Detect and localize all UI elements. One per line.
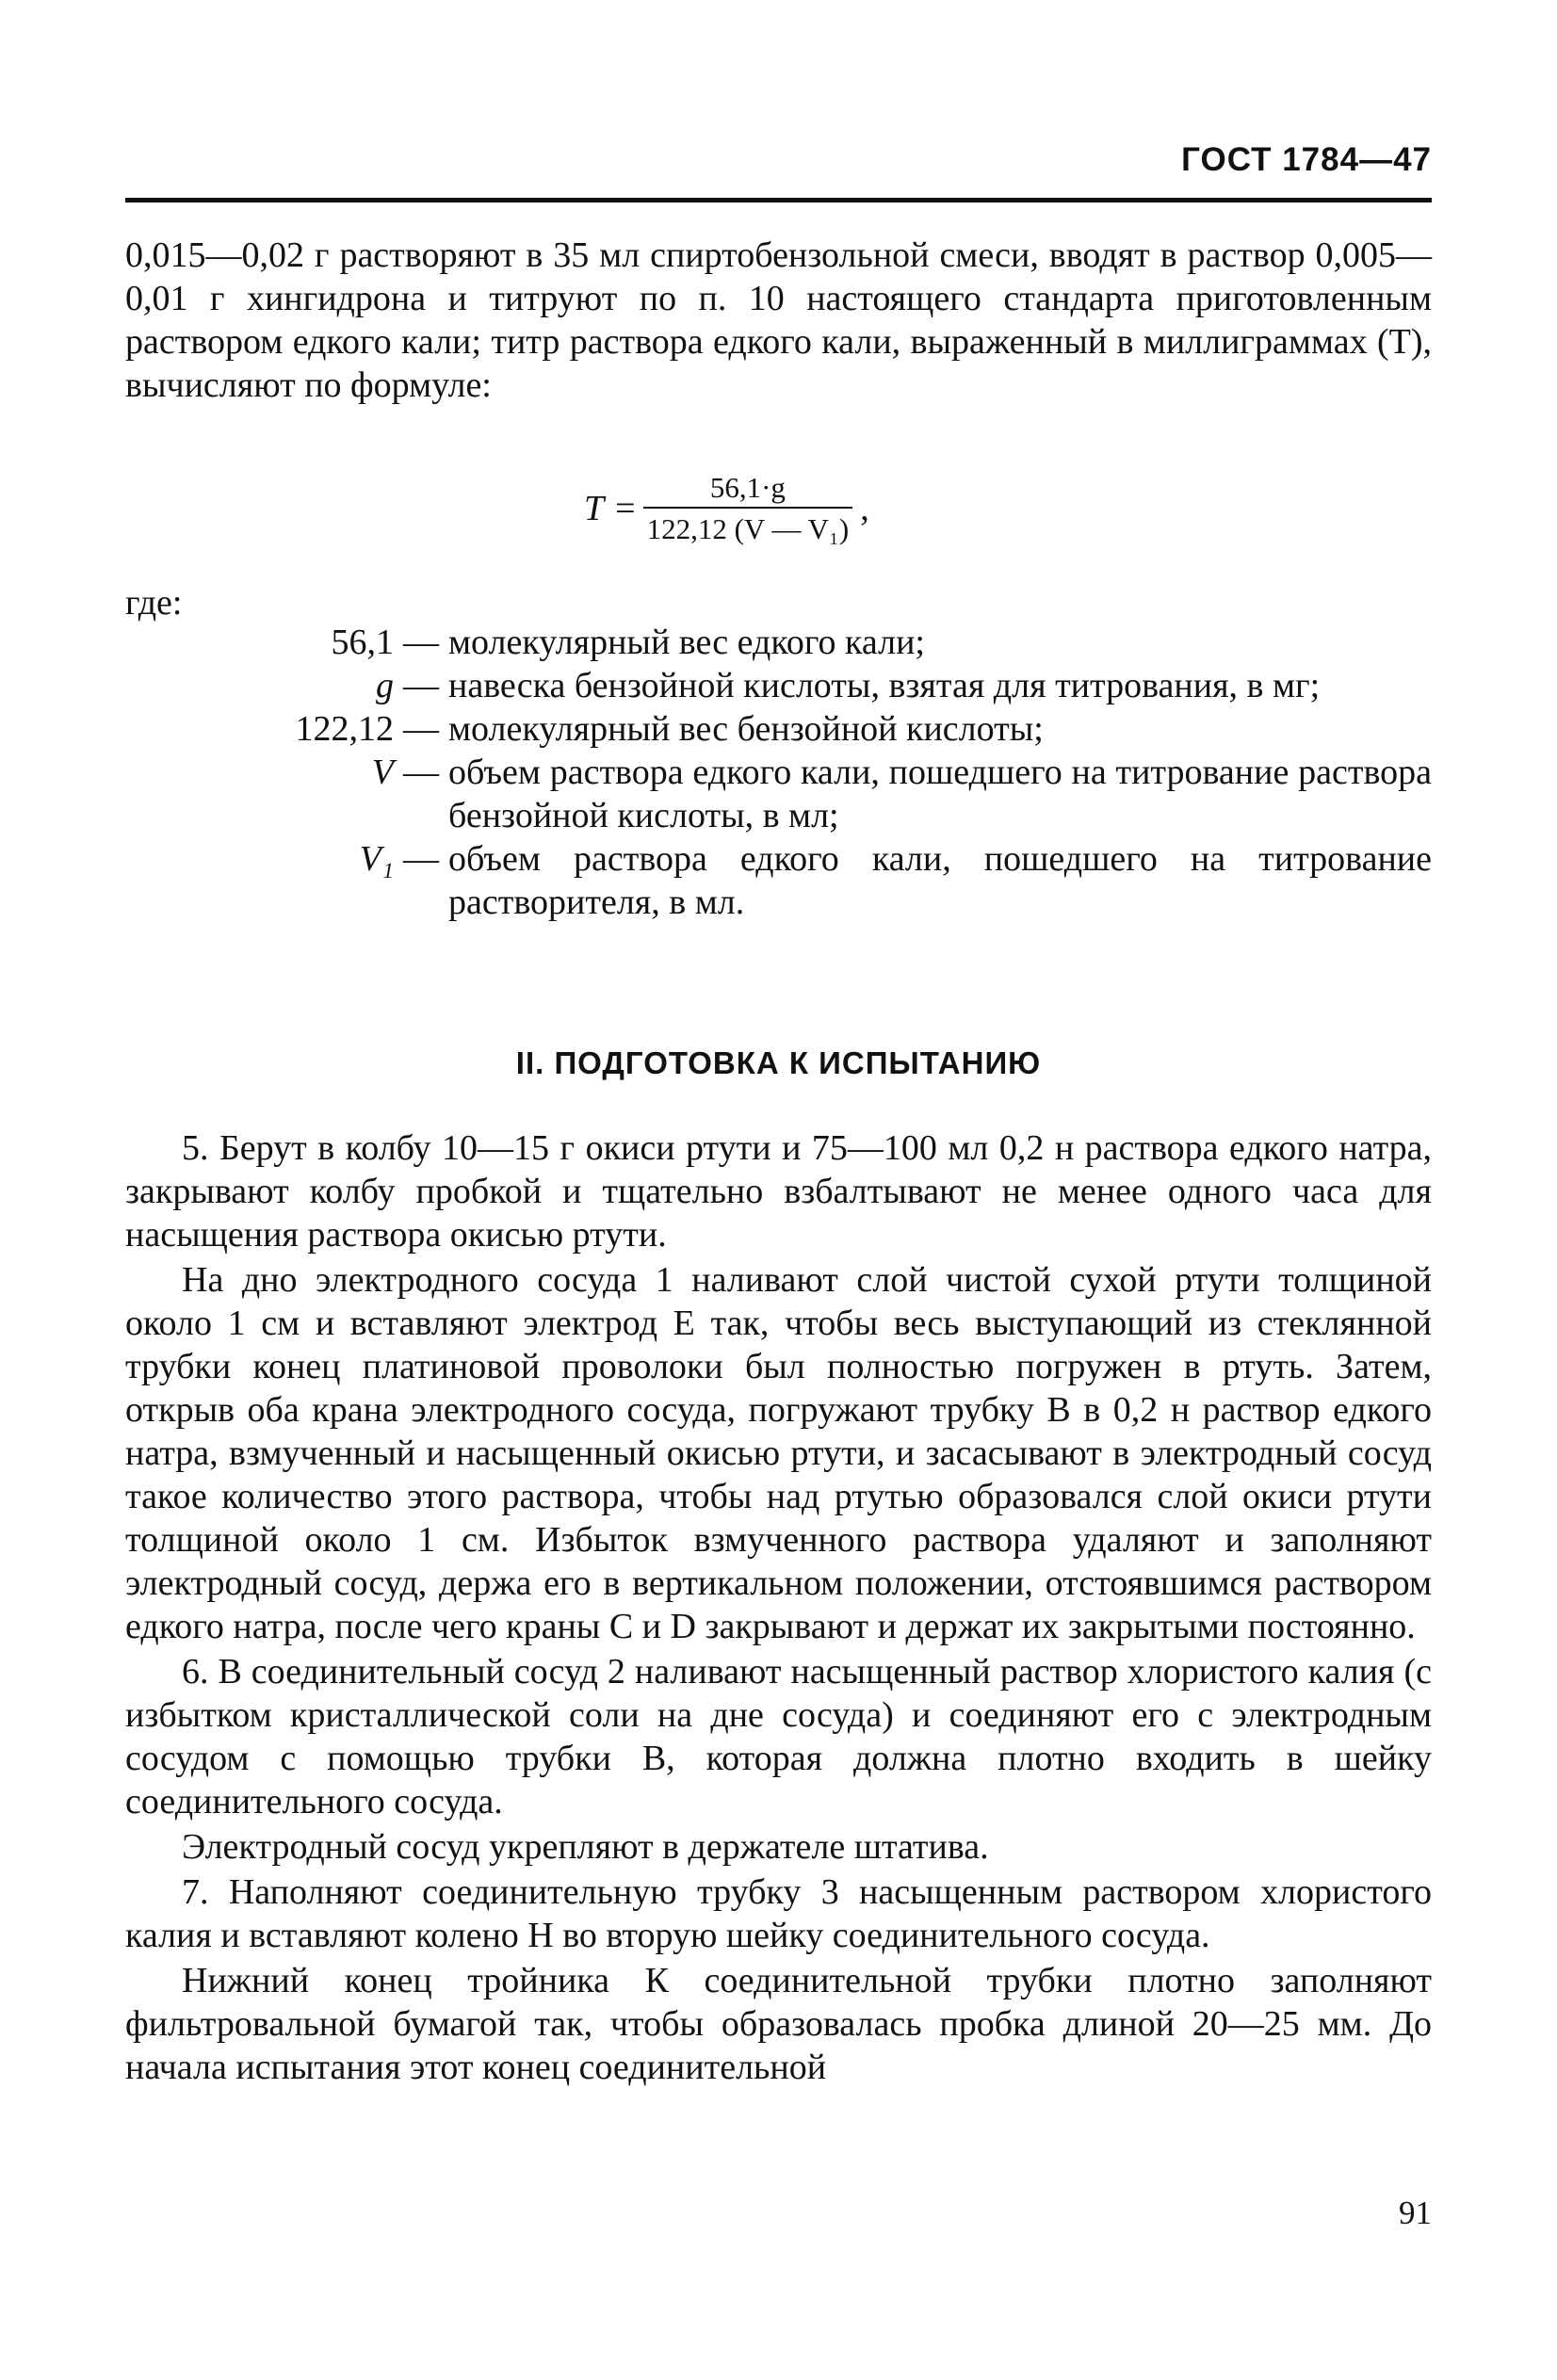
definition-dash: — [403, 623, 439, 662]
definition-symbol: 122,12 [295, 709, 394, 749]
definition-dash: — [403, 753, 439, 792]
definition-item [125, 664, 1432, 707]
definition-text: объем раствора едкого кали, пошедшего на титрование растворителя, в мл. [448, 839, 1432, 922]
paragraph-holder: Электродный сосуд укрепляют в держателе штатива. [182, 1827, 989, 1867]
paragraph-7: 7. Наполняют соединительную трубку 3 насыщенным раствором хлористого калия и вставляют колено Н во вторую шейку соединительного сосуда. [125, 1872, 1432, 1955]
formula-trailing-comma: , [860, 489, 869, 528]
definition-dash: — [403, 839, 439, 879]
definition-symbol: 56,1 [331, 623, 394, 662]
definition-item [125, 621, 1432, 664]
header-rule [125, 198, 1432, 202]
definition-dash: — [403, 709, 439, 749]
paragraph-6: 6. В соединительный сосуд 2 наливают насыщенный раствор хлористого калия (с избытком кристаллической соли на дне сосуда) и соединяют его с электродным сосудом с помощью трубки В, которая должна плотно входить в шейку соединительного сосуда. [125, 1652, 1432, 1821]
formula-fraction [643, 471, 853, 546]
titer-formula [584, 457, 869, 560]
formula-denominator: 122,12 (V — V₁) [643, 507, 853, 546]
definition-text: навеска бензойной кислоты, взятая для титрования, в мг; [448, 666, 1321, 705]
intro-block [125, 234, 1432, 407]
section-body [125, 1126, 1432, 2091]
paragraph-tee: Нижний конец тройника К соединительной трубки плотно заполняют фильтровальной бумагой так, чтобы образовалась пробка длиной 20—25 мм. До начала испытания этот конец соединительной [125, 1961, 1432, 2087]
paragraph-5: 5. Берут в колбу 10—15 г окиси ртути и 75—100 мл 0,2 н раствора едкого натра, закрывают колбу пробкой и тщательно взбалтывают не менее одного часа для насыщения раствора окисью ртути. [125, 1128, 1432, 1255]
definition-symbol: g [376, 666, 394, 705]
definition-item [125, 707, 1432, 751]
definition-text: молекулярный вес бензойной кислоты; [448, 709, 1044, 749]
definition-symbol: V [371, 753, 394, 792]
formula-numerator: 56,1·g [709, 471, 786, 504]
definition-symbol: V₁ [359, 839, 394, 879]
paragraph-electrode: На дно электродного сосуда 1 наливают слой чистой сухой ртути толщиной около 1 см и вставляют электрод Е так, чтобы весь выступающий из стеклянной трубки конец платиновой проволоки был полностью погружен в ртуть. Затем, открыв оба крана электродного сосуда, погружают трубку В в 0,2 н раствор едкого натра, взмученный и насыщенный окисью ртути, и засасывают в электродный сосуд такое количество этого раствора, чтобы над ртутью образовался слой окиси ртути толщиной около 1 см. Избыток взмученного раствора удаляют и заполняют электродный сосуд, держа его в вертикальном положении, отстоявшимся раствором едкого натра, после чего краны С и D закрывают и держат их закрытыми постоянно. [125, 1260, 1432, 1646]
formula-equals: = [615, 489, 636, 528]
definition-text: объем раствора едкого кали, пошедшего на титрование раствора бензойной кислоты, в мл; [448, 753, 1432, 835]
definition-dash: — [403, 666, 439, 705]
definition-text: молекулярный вес едкого кали; [448, 623, 925, 662]
definition-item [125, 751, 1432, 837]
standard-header: ГОСТ 1784—47 [1181, 141, 1432, 178]
definition-item [125, 837, 1432, 924]
page-number: 91 [1399, 2194, 1432, 2231]
formula-lhs: T [584, 489, 605, 528]
definitions-list [125, 621, 1432, 924]
where-label: где: [125, 583, 183, 623]
intro-paragraph: 0,015—0,02 г растворяют в 35 мл спиртобензольной смеси, вводят в раствор 0,005—0,01 г хингидрона и титруют по п. 10 настоящего стандарта приготовленным раствором едкого кали; титр раствора едкого кали, выраженный в миллиграммах (Т), вычисляют по формуле: [125, 235, 1432, 405]
section-heading: II. ПОДГОТОВКА К ИСПЫТАНИЮ [515, 1045, 1042, 1080]
